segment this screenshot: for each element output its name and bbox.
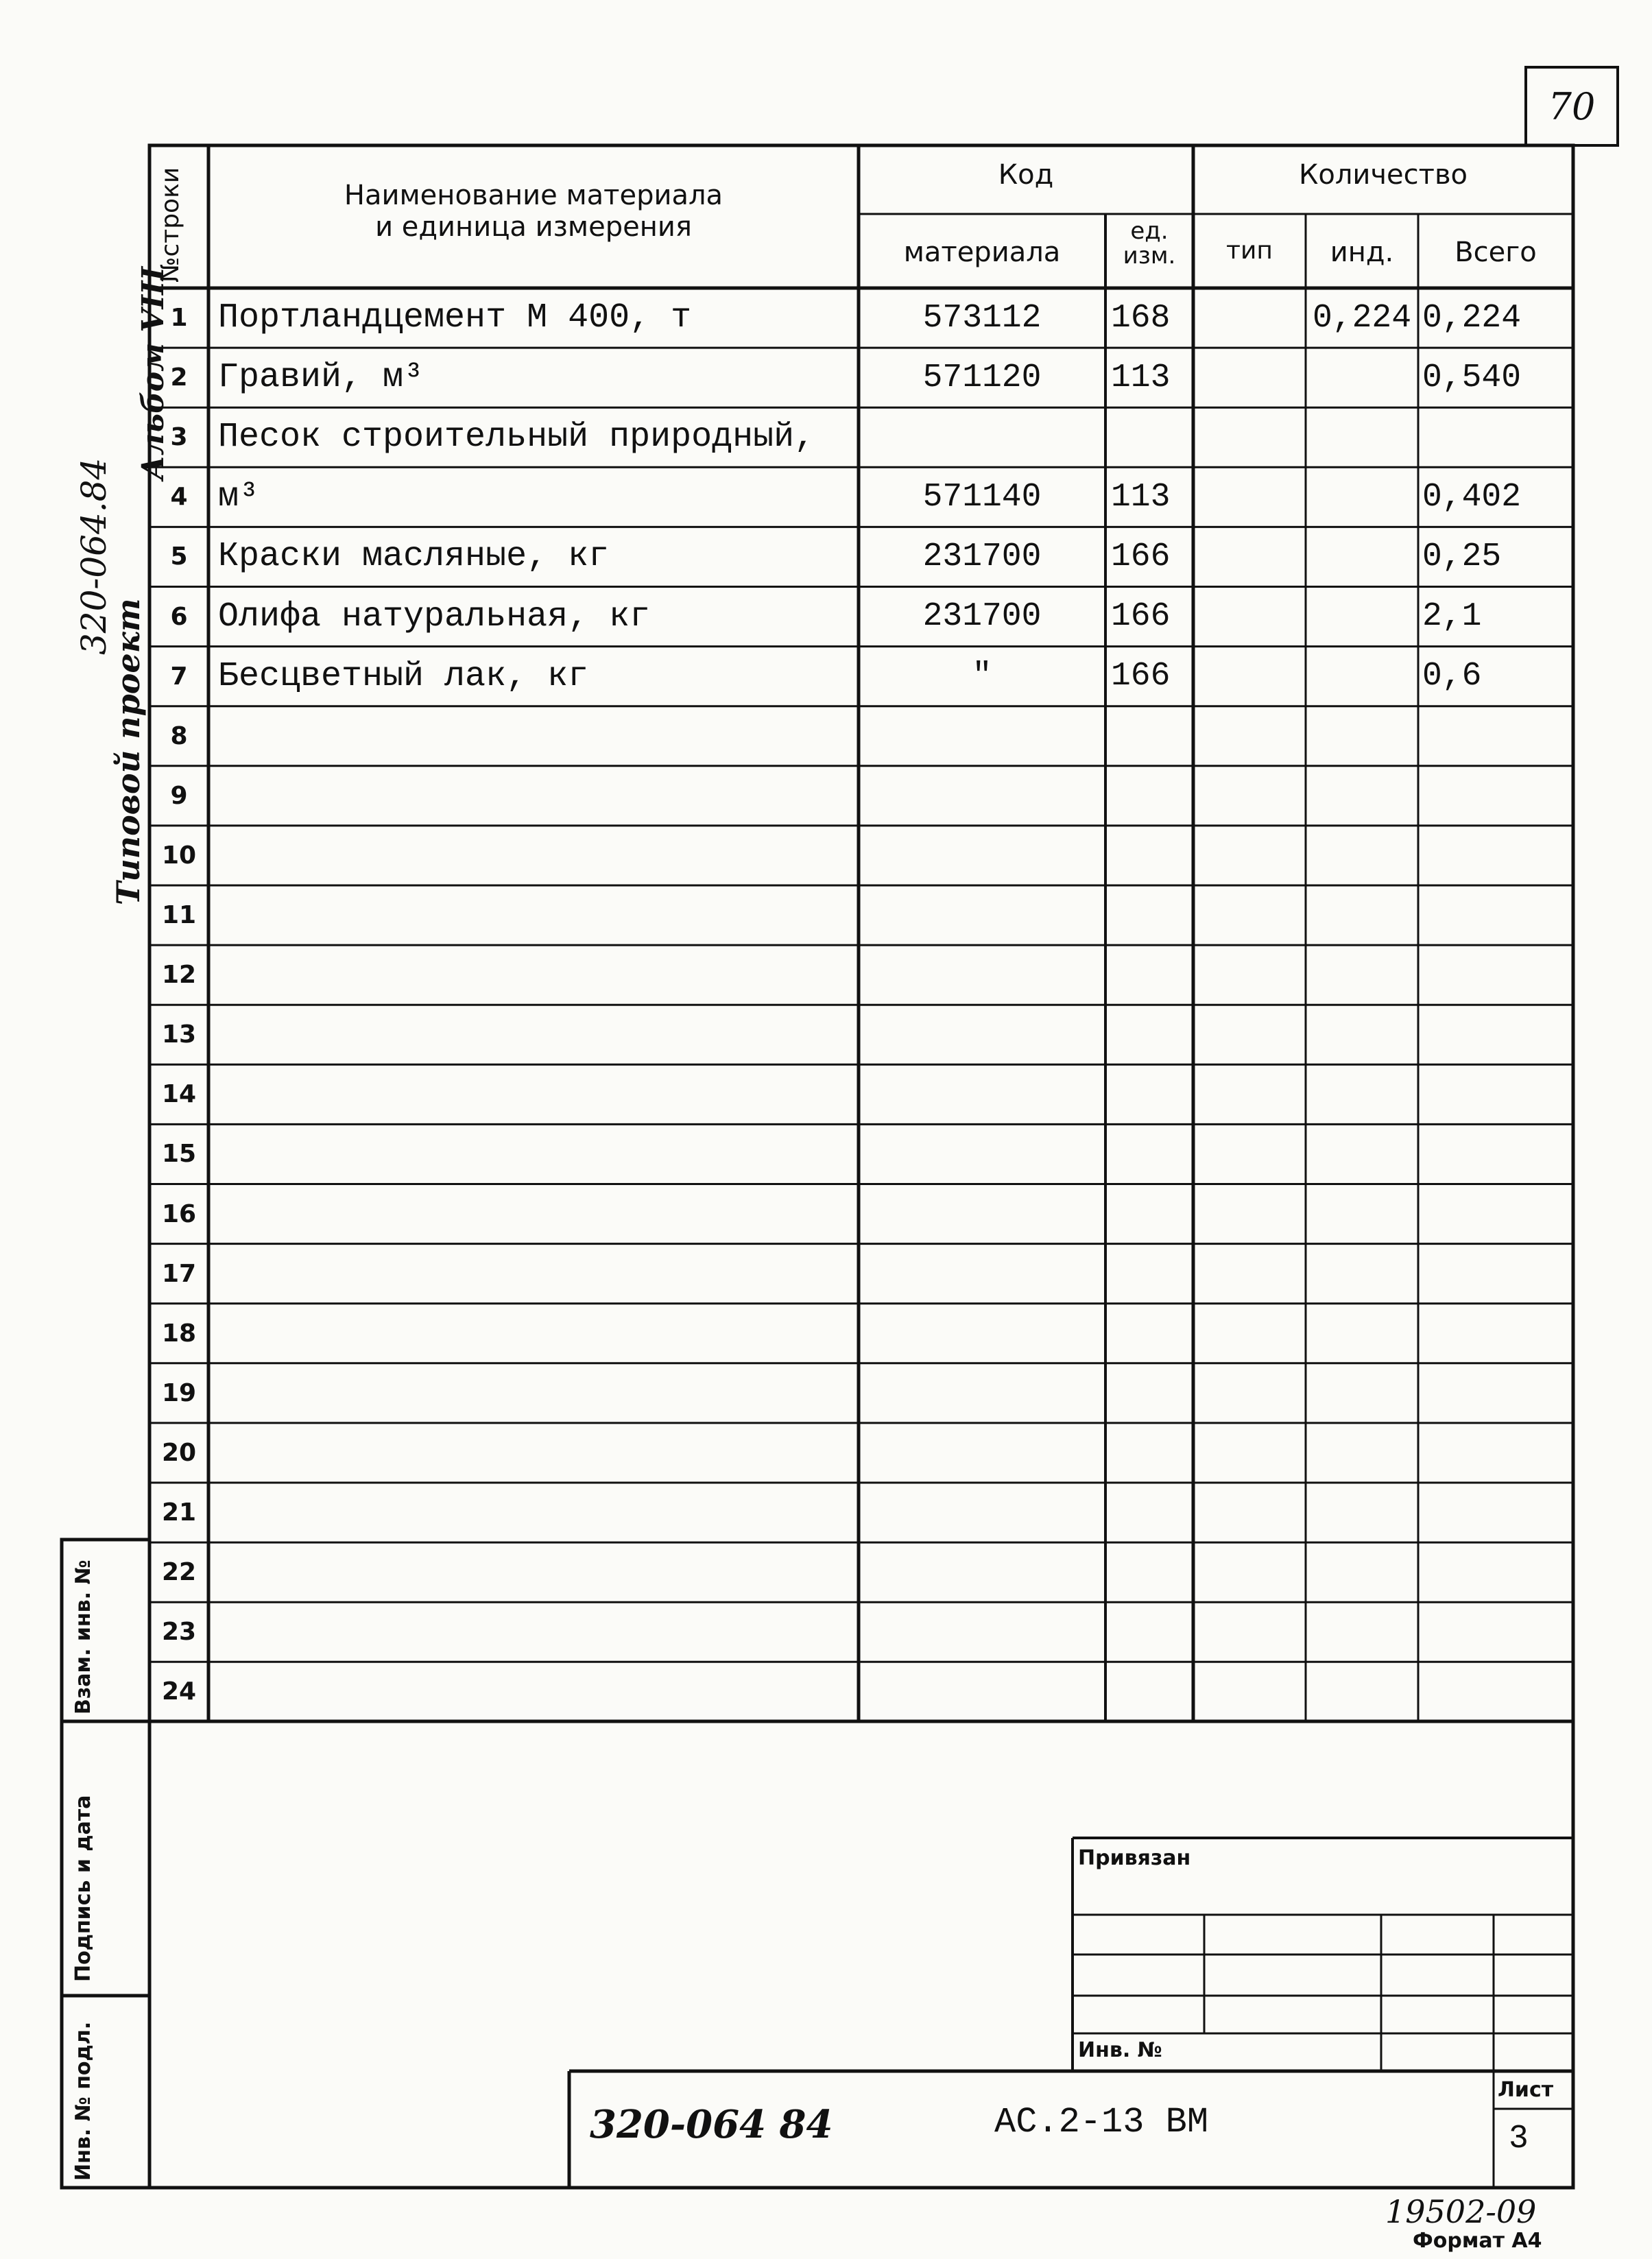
row-number-cell: 19: [161, 1378, 197, 1407]
qty-type-cell: [1193, 1662, 1306, 1721]
qty-ind-cell: [1306, 945, 1418, 1005]
material-name-cell: [218, 1304, 859, 1363]
document-designation: АС.2-13 ВМ: [994, 2102, 1209, 2142]
row-number-cell: 24: [161, 1677, 197, 1706]
qty-type-cell: [1193, 1184, 1306, 1244]
material-name-cell: [218, 1184, 859, 1244]
qty-total-cell: [1422, 1483, 1573, 1542]
unit-code-cell: [1111, 1005, 1193, 1064]
row-number-cell: 21: [161, 1498, 197, 1527]
material-name-cell: [218, 1005, 859, 1064]
material-name-cell: Портландцемент М 400, т: [218, 298, 692, 338]
row-number-cell: 2: [170, 363, 188, 392]
unit-code-cell: [1111, 885, 1193, 945]
qty-ind-cell: [1306, 1005, 1418, 1064]
qty-total-cell: [1422, 706, 1573, 766]
qty-ind-cell: [1306, 1184, 1418, 1244]
qty-ind-cell: [1306, 706, 1418, 766]
material-name-cell: [218, 945, 859, 1005]
qty-ind-cell: [1306, 348, 1418, 407]
row-number-cell: 22: [161, 1558, 197, 1587]
material-code-cell: 571120: [922, 359, 1042, 396]
qty-type-cell: [1193, 1542, 1306, 1602]
row-number-cell: 12: [161, 961, 197, 990]
qty-total-cell: [1422, 1602, 1573, 1662]
qty-ind-cell: [1306, 1662, 1418, 1721]
handwritten-project-code: 320-064 84: [590, 2102, 833, 2147]
material-code-cell: [859, 1662, 1105, 1721]
material-code-cell: [859, 1363, 1105, 1423]
qty-total-cell: [1422, 1363, 1573, 1423]
qty-ind-cell: [1306, 1542, 1418, 1602]
unit-code-cell: 113: [1111, 478, 1171, 516]
qty-type-cell: [1193, 706, 1306, 766]
row-number-cell: 14: [161, 1080, 197, 1109]
material-code-cell: [859, 1542, 1105, 1602]
signature-date-label: Подпись и дата: [71, 1795, 95, 1982]
row-number-cell: 3: [170, 423, 188, 452]
qty-total-cell: [1422, 1662, 1573, 1721]
material-name-cell: [218, 1363, 859, 1423]
row-number-cell: 8: [170, 721, 188, 750]
row-number-header-cell: [149, 145, 208, 288]
material-code-cell: [859, 1124, 1105, 1184]
qty-type-cell: [1193, 1124, 1306, 1184]
material-name-cell: [218, 1662, 859, 1721]
unit-code-cell: [1111, 407, 1193, 467]
qty-ind-cell: [1306, 766, 1418, 826]
qty-total-cell: 0,224: [1422, 299, 1522, 337]
row-number-cell: 7: [170, 662, 188, 691]
unit-code-cell: [1111, 1244, 1193, 1304]
qty-total-cell: [1422, 1124, 1573, 1184]
material-code-cell: [859, 1244, 1105, 1304]
quantity-header: Количество: [1298, 159, 1468, 191]
material-code-cell: [859, 1304, 1105, 1363]
material-code-cell: [859, 885, 1105, 945]
row-number-cell: 10: [161, 841, 197, 870]
qty-ind-cell: [1306, 1423, 1418, 1483]
row-number-cell: 18: [161, 1319, 197, 1348]
qty-total-cell: [1422, 407, 1573, 467]
project-code-annotation: 320-064.84: [74, 457, 114, 655]
material-name-cell: [218, 826, 859, 885]
material-name-cell: [218, 1064, 859, 1124]
qty-type-cell: [1193, 1602, 1306, 1662]
qty-total-cell: [1422, 1423, 1573, 1483]
qty-total-cell: [1422, 826, 1573, 885]
qty-total-cell: [1422, 1064, 1573, 1124]
qty-type-cell: [1193, 647, 1306, 706]
row-number-cell: 11: [161, 901, 197, 930]
qty-type-cell: [1193, 826, 1306, 885]
material-name-cell: [218, 885, 859, 945]
archive-number: 19502-09: [1385, 2193, 1537, 2230]
album-annotation: Альбом VIII: [136, 266, 171, 480]
qty-type-cell: [1193, 407, 1306, 467]
qty-total-cell: 0,25: [1422, 538, 1502, 575]
code-material-header: материала: [903, 237, 1061, 268]
name-header: Наименование материала и единица измерения: [344, 180, 723, 243]
unit-code-cell: 166: [1111, 658, 1171, 695]
unit-code-cell: 166: [1111, 538, 1171, 575]
material-code-cell: [859, 1423, 1105, 1483]
unit-code-cell: 166: [1111, 598, 1171, 636]
qty-total-cell: 2,1: [1422, 598, 1482, 636]
material-code-cell: ": [972, 658, 992, 695]
row-number-cell: 5: [170, 542, 188, 571]
row-number-cell: 17: [161, 1259, 197, 1288]
row-number-cell: 23: [161, 1618, 197, 1647]
qty-ind-cell: [1306, 467, 1418, 527]
qty-ind-cell: [1306, 1363, 1418, 1423]
material-name-cell: [218, 1124, 859, 1184]
material-name-cell: Гравий, м³: [218, 358, 424, 398]
qty-type-cell: [1193, 945, 1306, 1005]
material-name-cell: Олифа натуральная, кг: [218, 597, 651, 636]
material-code-cell: 231700: [922, 538, 1042, 575]
unit-code-cell: [1111, 1423, 1193, 1483]
qty-ind-cell: [1306, 527, 1418, 586]
material-name-cell: [218, 706, 859, 766]
qty-ind-cell: [1306, 647, 1418, 706]
row-number-header: №строки: [156, 167, 184, 283]
unit-code-cell: [1111, 826, 1193, 885]
qty-type-cell: [1193, 885, 1306, 945]
qty-ind-header: инд.: [1330, 237, 1394, 268]
unit-code-cell: [1111, 1363, 1193, 1423]
unit-code-cell: [1111, 1602, 1193, 1662]
qty-total-cell: [1422, 1244, 1573, 1304]
qty-type-cell: [1193, 1244, 1306, 1304]
material-code-cell: [859, 1602, 1105, 1662]
qty-total-cell: [1422, 1005, 1573, 1064]
replaced-inv-label: Взам. инв. №: [71, 1559, 95, 1714]
row-number-cell: 15: [161, 1140, 197, 1169]
material-name-cell: Песок строительный природный,: [218, 418, 815, 457]
qty-type-cell: [1193, 1483, 1306, 1542]
material-name-cell: [218, 1602, 859, 1662]
unit-code-cell: [1111, 706, 1193, 766]
code-unit-header: ед. изм.: [1123, 217, 1176, 270]
qty-type-cell: [1193, 1005, 1306, 1064]
qty-total-cell: [1422, 885, 1573, 945]
qty-type-cell: [1193, 1064, 1306, 1124]
row-number-cell: 1: [170, 304, 188, 333]
qty-total-cell: 0,6: [1422, 658, 1482, 695]
qty-type-cell: [1193, 1423, 1306, 1483]
material-code-cell: 231700: [922, 598, 1042, 636]
qty-total-cell: [1422, 1184, 1573, 1244]
row-number-cell: 9: [170, 781, 188, 810]
sheet-label: Лист: [1498, 2078, 1554, 2102]
material-name-cell: Краски масляные, кг: [218, 537, 610, 577]
qty-type-cell: [1193, 766, 1306, 826]
row-number-cell: 4: [170, 483, 188, 512]
material-name-cell: [218, 1483, 859, 1542]
inv-no-label: Инв. №: [1078, 2038, 1162, 2062]
qty-ind-cell: [1306, 1483, 1418, 1542]
material-code-cell: 573112: [922, 299, 1042, 337]
unit-code-cell: [1111, 1124, 1193, 1184]
material-code-cell: [859, 1005, 1105, 1064]
qty-type-cell: [1193, 1304, 1306, 1363]
qty-ind-cell: [1306, 407, 1418, 467]
row-number-cell: 20: [161, 1438, 197, 1467]
qty-ind-cell: [1306, 1244, 1418, 1304]
qty-ind-cell: [1306, 1064, 1418, 1124]
unit-code-cell: [1111, 766, 1193, 826]
unit-code-cell: [1111, 945, 1193, 1005]
qty-type-header: тип: [1226, 237, 1273, 265]
unit-code-cell: 168: [1111, 299, 1171, 337]
material-name-cell: [218, 1423, 859, 1483]
material-code-cell: [859, 1483, 1105, 1542]
material-code-cell: [859, 706, 1105, 766]
material-name-cell: Бесцветный лак, кг: [218, 656, 589, 696]
qty-type-cell: [1193, 348, 1306, 407]
material-name-cell: [218, 1542, 859, 1602]
qty-ind-cell: [1306, 1602, 1418, 1662]
material-name-cell: [218, 766, 859, 826]
qty-total-cell: 0,540: [1422, 359, 1522, 396]
material-code-cell: [859, 826, 1105, 885]
material-name-cell: [218, 1244, 859, 1304]
row-number-cell: 16: [161, 1199, 197, 1228]
unit-code-cell: [1111, 1064, 1193, 1124]
inv-original-label: Инв. № подл.: [71, 2021, 95, 2181]
material-code-cell: [859, 1064, 1105, 1124]
project-type-annotation: Типовой проект: [110, 598, 147, 905]
row-number-cell: 6: [170, 602, 188, 631]
qty-type-cell: [1193, 527, 1306, 586]
material-code-cell: 571140: [922, 478, 1042, 516]
qty-type-cell: [1193, 587, 1306, 647]
material-code-cell: [859, 1184, 1105, 1244]
qty-total-cell: [1422, 1304, 1573, 1363]
qty-total-cell: [1422, 945, 1573, 1005]
unit-code-cell: [1111, 1662, 1193, 1721]
unit-code-cell: 113: [1111, 359, 1171, 396]
unit-code-cell: [1111, 1542, 1193, 1602]
material-code-cell: [859, 766, 1105, 826]
material-code-cell: [859, 407, 1105, 467]
unit-code-cell: [1111, 1304, 1193, 1363]
qty-ind-cell: 0,224: [1312, 299, 1412, 337]
qty-total-header: Всего: [1455, 237, 1537, 268]
unit-code-cell: [1111, 1184, 1193, 1244]
format-label: Формат А4: [1413, 2229, 1542, 2253]
qty-total-cell: 0,402: [1422, 478, 1522, 516]
qty-ind-cell: [1306, 826, 1418, 885]
material-name-cell: м³: [218, 477, 260, 517]
sheet-number: 70: [1524, 66, 1619, 147]
qty-ind-cell: [1306, 587, 1418, 647]
qty-total-cell: [1422, 766, 1573, 826]
qty-ind-cell: [1306, 1304, 1418, 1363]
code-header: Код: [998, 159, 1054, 191]
sheet-value: 3: [1509, 2120, 1529, 2158]
row-number-cell: 13: [161, 1020, 197, 1049]
qty-type-cell: [1193, 288, 1306, 348]
qty-type-cell: [1193, 1363, 1306, 1423]
qty-type-cell: [1193, 467, 1306, 527]
unit-code-cell: [1111, 1483, 1193, 1542]
linked-label: Привязан: [1078, 1846, 1191, 1870]
material-code-cell: [859, 945, 1105, 1005]
qty-total-cell: [1422, 1542, 1573, 1602]
qty-ind-cell: [1306, 1124, 1418, 1184]
qty-ind-cell: [1306, 885, 1418, 945]
